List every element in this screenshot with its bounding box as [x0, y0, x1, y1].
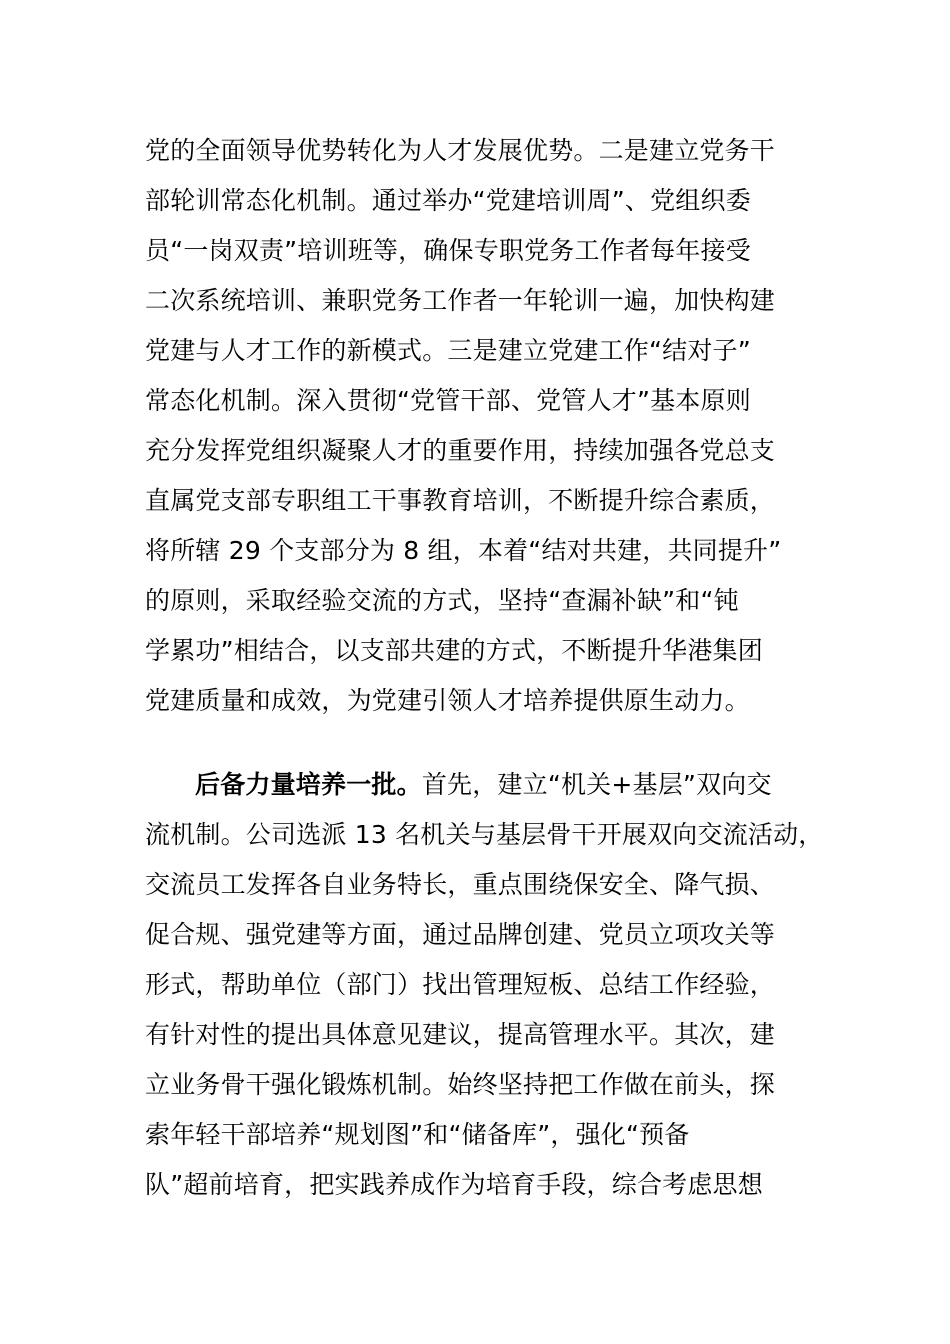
paragraph-line: 促合规、强党建等方面，通过品牌创建、党员立项攻关等 [145, 920, 776, 949]
paragraph-line: 员“一岗双责”培训班等，确保专职党务工作者每年接受 [145, 236, 751, 265]
paragraph-line: 常态化机制。深入贯彻“党管干部、党管人才”基本原则 [145, 386, 751, 415]
paragraph-line: 将所辖 29 个支部分为 8 组，本着“结对共建，共同提升” [145, 536, 782, 565]
paragraph-line: 党的全面领导优势转化为人才发展优势。二是建立党务干 [145, 136, 776, 165]
paragraph-line: 形式，帮助单位（部门）找出管理短板、总结工作经验， [145, 970, 776, 999]
paragraph-line: 学累功”相结合，以支部共建的方式，不断提升华港集团 [145, 636, 763, 665]
paragraph-line: 队”超前培育，把实践养成作为培育手段，综合考虑思想 [145, 1170, 763, 1199]
paragraph-line: 流机制。公司选派 13 名机关与基层骨干开展双向交流活动， [145, 820, 824, 849]
paragraph-line: 充分发挥党组织凝聚人才的重要作用，持续加强各党总支 [145, 436, 776, 465]
section-heading: 后备力量培养一批。 [195, 770, 422, 799]
paragraph-line: 立业务骨干强化锻炼机制。始终坚持把工作做在前头，探 [145, 1070, 776, 1099]
paragraph-first-line [195, 767, 772, 803]
paragraph-line: 有针对性的提出具体意见建议，提高管理水平。其次，建 [145, 1020, 776, 1049]
paragraph-line: 交流员工发挥各自业务特长，重点围绕保安全、降气损、 [145, 870, 776, 899]
paragraph-line: 索年轻干部培养“规划图”和“储备库”，强化“预备 [145, 1120, 690, 1149]
paragraph-line: 的原则，采取经验交流的方式，坚持“查漏补缺”和“钝 [145, 586, 739, 615]
paragraph-line: 党建质量和成效，为党建引领人才培养提供原生动力。 [145, 686, 750, 715]
paragraph-line: 党建与人才工作的新模式。三是建立党建工作“结对子” [145, 336, 751, 365]
paragraph-line: 二次系统培训、兼职党务工作者一年轮训一遍，加快构建 [145, 286, 776, 315]
paragraph-line: 直属党支部专职组工干事教育培训，不断提升综合素质， [145, 486, 776, 515]
paragraph-line: 部轮训常态化机制。通过举办“党建培训周”、党组织委 [145, 186, 751, 215]
paragraph-text: 首先，建立“机关+基层”双向交 [421, 770, 772, 799]
